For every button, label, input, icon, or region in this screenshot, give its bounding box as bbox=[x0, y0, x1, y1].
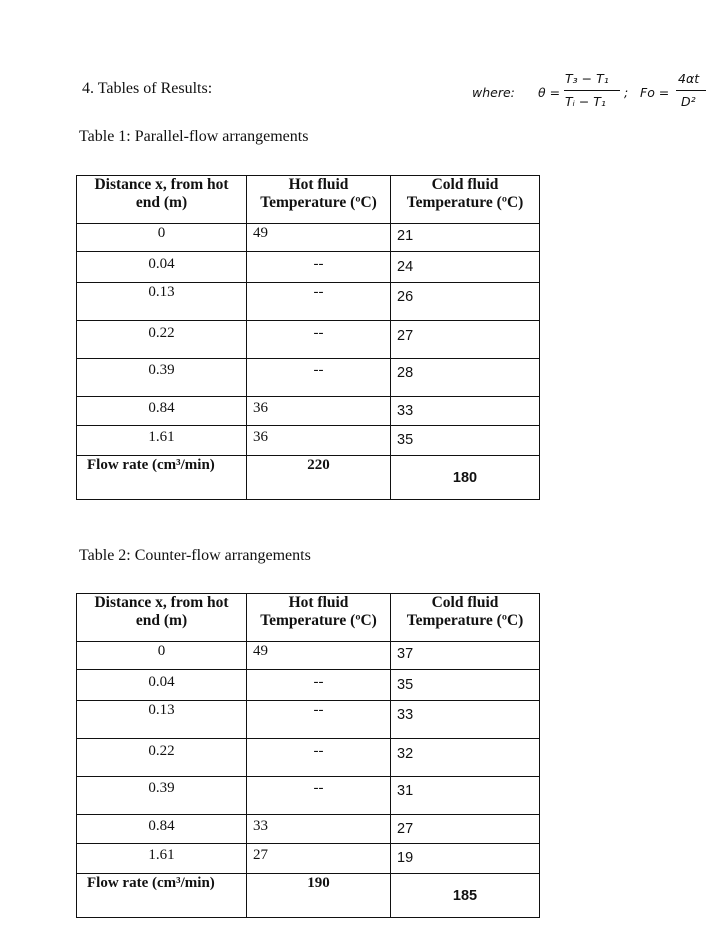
header-hot-line2: Temperature (ºC) bbox=[260, 612, 377, 629]
distance-cell: 0.39 bbox=[77, 359, 247, 397]
hot-temp-cell: 49 bbox=[247, 224, 391, 252]
formula-theta: θ = bbox=[538, 85, 561, 100]
table-1-flow-rate-row bbox=[77, 456, 540, 500]
distance-cell: 0.04 bbox=[77, 670, 247, 701]
table-row bbox=[77, 426, 540, 456]
header-distance-line2: end (m) bbox=[135, 612, 188, 629]
header-hot bbox=[247, 176, 391, 224]
header-distance-line1: Distance x, from hot bbox=[94, 176, 229, 193]
table-1-caption: Table 1: Parallel-flow arrangements bbox=[79, 128, 309, 145]
hot-temp-cell: -- bbox=[247, 670, 391, 701]
flow-rate-cold: 185 bbox=[391, 874, 540, 918]
cold-temp-cell: 35 bbox=[391, 426, 540, 456]
hot-temp-cell: -- bbox=[247, 359, 391, 397]
formula-theta-numerator: T₃ − T₁ bbox=[565, 71, 609, 86]
header-cold bbox=[391, 176, 540, 224]
flow-rate-hot: 190 bbox=[247, 874, 391, 918]
header-distance bbox=[77, 176, 247, 224]
formula-fo: Fo = bbox=[640, 85, 670, 100]
hot-temp-cell: 36 bbox=[247, 397, 391, 426]
header-hot-line1: Hot fluid bbox=[288, 176, 349, 193]
table-row bbox=[77, 670, 540, 701]
formula-fo-fraction-bar bbox=[676, 90, 706, 91]
table-2-flow-rate-row bbox=[77, 874, 540, 918]
distance-cell: 0.22 bbox=[77, 739, 247, 777]
header-cold-line1: Cold fluid bbox=[431, 594, 499, 611]
header-distance bbox=[77, 594, 247, 642]
cold-temp-cell: 37 bbox=[391, 642, 540, 670]
cold-temp-cell: 24 bbox=[391, 252, 540, 283]
cold-temp-cell: 31 bbox=[391, 777, 540, 815]
header-cold-line1: Cold fluid bbox=[431, 176, 499, 193]
cold-temp-cell: 28 bbox=[391, 359, 540, 397]
cold-temp-cell: 26 bbox=[391, 283, 540, 321]
distance-cell: 1.61 bbox=[77, 844, 247, 874]
header-distance-line1: Distance x, from hot bbox=[94, 594, 229, 611]
table-2-caption: Table 2: Counter-flow arrangements bbox=[79, 547, 311, 564]
header-distance-line2: end (m) bbox=[135, 194, 188, 211]
formula-theta-fraction-bar bbox=[564, 90, 620, 91]
hot-temp-cell: 49 bbox=[247, 642, 391, 670]
cold-temp-cell: 32 bbox=[391, 739, 540, 777]
header-cold-line2: Temperature (ºC) bbox=[406, 612, 524, 629]
flow-rate-label bbox=[77, 456, 247, 500]
flow-rate-hot: 220 bbox=[247, 456, 391, 500]
cold-temp-cell: 33 bbox=[391, 397, 540, 426]
distance-cell: 0.13 bbox=[77, 283, 247, 321]
hot-temp-cell: -- bbox=[247, 701, 391, 739]
distance-cell: 0.84 bbox=[77, 397, 247, 426]
hot-temp-cell: -- bbox=[247, 321, 391, 359]
flow-rate-label-text: Flow rate (cm³/min) bbox=[87, 875, 215, 891]
cold-temp-cell: 27 bbox=[391, 321, 540, 359]
distance-cell: 0 bbox=[77, 224, 247, 252]
formula-theta-denominator: Tᵢ − T₁ bbox=[565, 94, 606, 109]
distance-cell: 0.22 bbox=[77, 321, 247, 359]
distance-cell: 0.04 bbox=[77, 252, 247, 283]
flow-rate-label-text: Flow rate (cm³/min) bbox=[87, 457, 215, 473]
distance-cell: 0.13 bbox=[77, 701, 247, 739]
hot-temp-cell: -- bbox=[247, 777, 391, 815]
header-cold bbox=[391, 594, 540, 642]
formula-separator: ; bbox=[624, 85, 629, 100]
distance-cell: 0 bbox=[77, 642, 247, 670]
header-hot bbox=[247, 594, 391, 642]
header-hot-line1: Hot fluid bbox=[288, 594, 349, 611]
table-1-header-row bbox=[77, 176, 540, 224]
table-row bbox=[77, 739, 540, 777]
cold-temp-cell: 33 bbox=[391, 701, 540, 739]
table-row bbox=[77, 701, 540, 739]
table-1-parallel-flow bbox=[76, 175, 540, 500]
formula-fo-numerator: 4αt bbox=[678, 71, 700, 86]
table-2-counter-flow bbox=[76, 593, 540, 918]
cold-temp-cell: 27 bbox=[391, 815, 540, 844]
hot-temp-cell: -- bbox=[247, 252, 391, 283]
formula-fo-denominator: D² bbox=[681, 94, 696, 109]
cold-temp-cell: 35 bbox=[391, 670, 540, 701]
hot-temp-cell: -- bbox=[247, 739, 391, 777]
table-row bbox=[77, 815, 540, 844]
table-row bbox=[77, 224, 540, 252]
hot-temp-cell: 36 bbox=[247, 426, 391, 456]
header-hot-line2: Temperature (ºC) bbox=[260, 194, 377, 211]
cold-temp-cell: 21 bbox=[391, 224, 540, 252]
table-row bbox=[77, 397, 540, 426]
distance-cell: 0.39 bbox=[77, 777, 247, 815]
table-row bbox=[77, 642, 540, 670]
flow-rate-label bbox=[77, 874, 247, 918]
header-cold-line2: Temperature (ºC) bbox=[406, 194, 524, 211]
distance-cell: 1.61 bbox=[77, 426, 247, 456]
hot-temp-cell: -- bbox=[247, 283, 391, 321]
hot-temp-cell: 27 bbox=[247, 844, 391, 874]
formula-block bbox=[472, 70, 722, 116]
formula-where-label: where: bbox=[472, 85, 515, 100]
table-row bbox=[77, 252, 540, 283]
cold-temp-cell: 19 bbox=[391, 844, 540, 874]
table-row bbox=[77, 777, 540, 815]
hot-temp-cell: 33 bbox=[247, 815, 391, 844]
section-heading: 4. Tables of Results: bbox=[82, 80, 213, 97]
table-row bbox=[77, 283, 540, 321]
table-row bbox=[77, 321, 540, 359]
table-2-header-row bbox=[77, 594, 540, 642]
flow-rate-cold: 180 bbox=[391, 456, 540, 500]
distance-cell: 0.84 bbox=[77, 815, 247, 844]
table-row bbox=[77, 359, 540, 397]
table-row bbox=[77, 844, 540, 874]
